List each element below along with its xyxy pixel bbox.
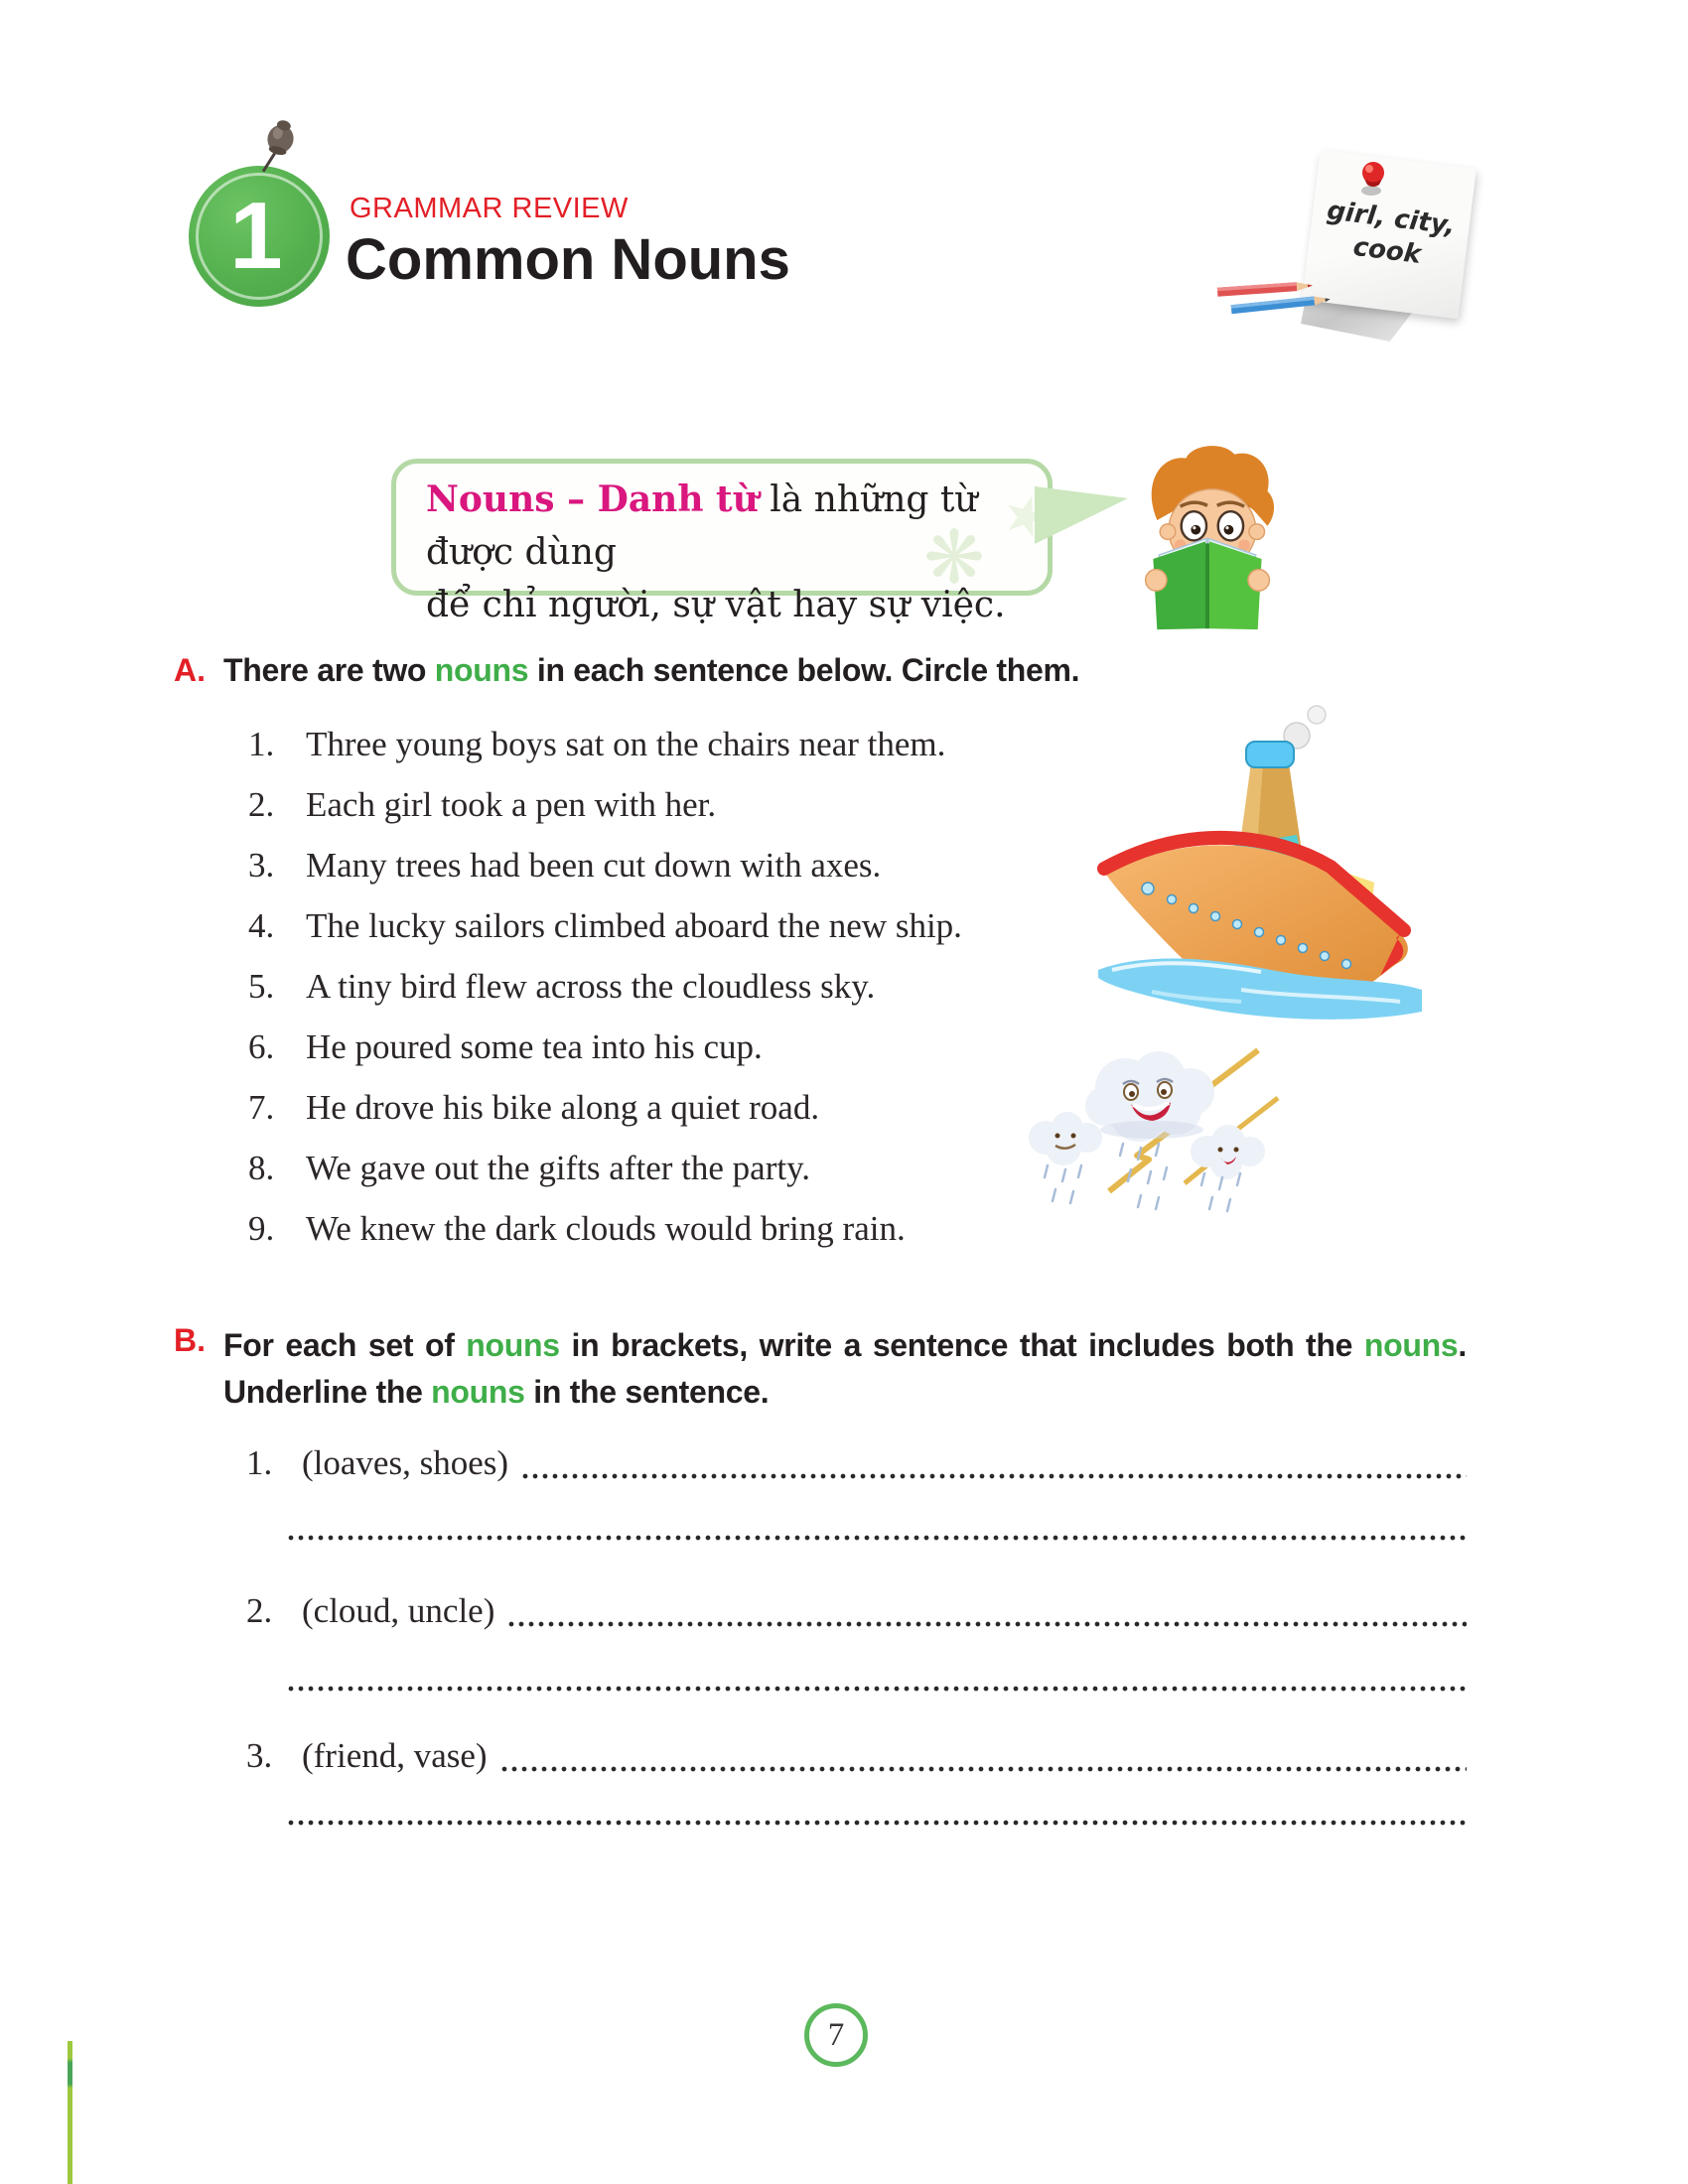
item-text: A tiny bird flew across the cloudless sky.: [306, 967, 876, 1006]
answer-blank: [288, 1820, 1467, 1826]
page-number: 7: [827, 2017, 845, 2053]
unit-badge: [189, 166, 330, 307]
definition-term: Nouns – Danh từ: [426, 478, 759, 520]
writing-item: [246, 1442, 1467, 1484]
writing-item: [246, 1590, 1467, 1632]
item-text: The lucky sailors climbed aboard the new ship.: [306, 906, 962, 945]
page-number-badge: [804, 2003, 868, 2067]
item-number: 1.: [246, 1443, 273, 1482]
item-number: 5.: [248, 967, 275, 1006]
item-number: 8.: [248, 1149, 275, 1187]
page-title: Common Nouns: [346, 227, 790, 292]
item-number: 2.: [248, 785, 275, 824]
writing-item: [246, 1735, 1467, 1777]
item-number: 7.: [248, 1088, 275, 1127]
sticky-note-text: [1307, 150, 1476, 277]
definition-text: [426, 474, 1022, 631]
section-kicker: GRAMMAR REVIEW: [350, 193, 629, 224]
item-text: Many trees had been cut down with axes.: [306, 846, 882, 885]
item-number: 3.: [248, 846, 275, 885]
definition-line2: để chỉ người, sự vật hay sự việc.: [426, 585, 1006, 625]
section-b-heading-part: . Underline the: [223, 1327, 1467, 1410]
rain-clouds-illustration: [1008, 1040, 1301, 1219]
callout-tail: [1035, 486, 1128, 544]
answer-blank: [288, 1686, 1467, 1692]
section-b-heading-noun: nouns: [431, 1374, 525, 1410]
section-a-heading-part: There are two: [223, 652, 435, 688]
sticky-note-line2: cook: [1351, 231, 1423, 270]
section-a-label: A.: [174, 652, 206, 688]
section-b-heading-part: in the sentence.: [524, 1374, 770, 1410]
section-b-heading-noun: nouns: [1363, 1327, 1459, 1363]
page-edge-line: [68, 2041, 72, 2184]
answer-blank: [288, 1535, 1467, 1541]
asterisk-decoration-icon: ❋: [923, 516, 986, 599]
definition-line1: là những từ được dùng: [426, 479, 978, 573]
section-b-heading-part: For each set of: [223, 1327, 467, 1363]
answer-blank: [508, 1621, 1467, 1627]
section-a-heading-part: in each sentence below. Circle them.: [528, 652, 1080, 688]
definition-callout: [391, 459, 1057, 625]
pencils-icon: [1211, 274, 1335, 318]
item-text: We knew the dark clouds would bring rain.: [306, 1209, 906, 1248]
section-a-heading: [223, 652, 1470, 689]
pushpin-icon: [254, 117, 308, 183]
star-decoration-icon: ★: [994, 480, 1057, 552]
section-a-heading-noun: nouns: [434, 652, 529, 688]
item-text: We gave out the gifts after the party.: [306, 1149, 811, 1187]
ship-illustration: [1092, 700, 1430, 1037]
item-text: Each girl took a pen with her.: [306, 785, 717, 824]
section-b-heading-part: in brackets, write a sentence that includes both the: [559, 1327, 1364, 1363]
item-text: Three young boys sat on the chairs near them.: [306, 725, 946, 763]
red-pencil-icon: [1217, 281, 1313, 297]
item-number: 9.: [248, 1209, 275, 1248]
item-prompt: (cloud, uncle): [302, 1591, 495, 1630]
section-b-label: B.: [174, 1322, 206, 1358]
boy-reading-illustration: [1130, 441, 1285, 633]
item-number: 3.: [246, 1736, 273, 1775]
item-text: He drove his bike along a quiet road.: [306, 1088, 820, 1127]
item-prompt: (friend, vase): [302, 1736, 488, 1775]
item-prompt: (loaves, shoes): [302, 1443, 509, 1482]
blue-pencil-icon: [1231, 295, 1331, 314]
item-number: 6.: [248, 1027, 275, 1066]
item-text: He poured some tea into his cup.: [306, 1027, 763, 1066]
item-number: 2.: [246, 1591, 273, 1630]
answer-blank: [522, 1473, 1467, 1479]
item-number: 4.: [248, 906, 275, 945]
section-b-heading-noun: nouns: [466, 1327, 560, 1363]
red-pin-icon: [1356, 159, 1390, 199]
section-b-heading: [223, 1322, 1467, 1416]
sticky-note-line1: girl, city,: [1325, 196, 1458, 241]
unit-number: 1: [229, 183, 283, 289]
item-number: 1.: [248, 725, 275, 763]
answer-blank: [501, 1766, 1467, 1772]
